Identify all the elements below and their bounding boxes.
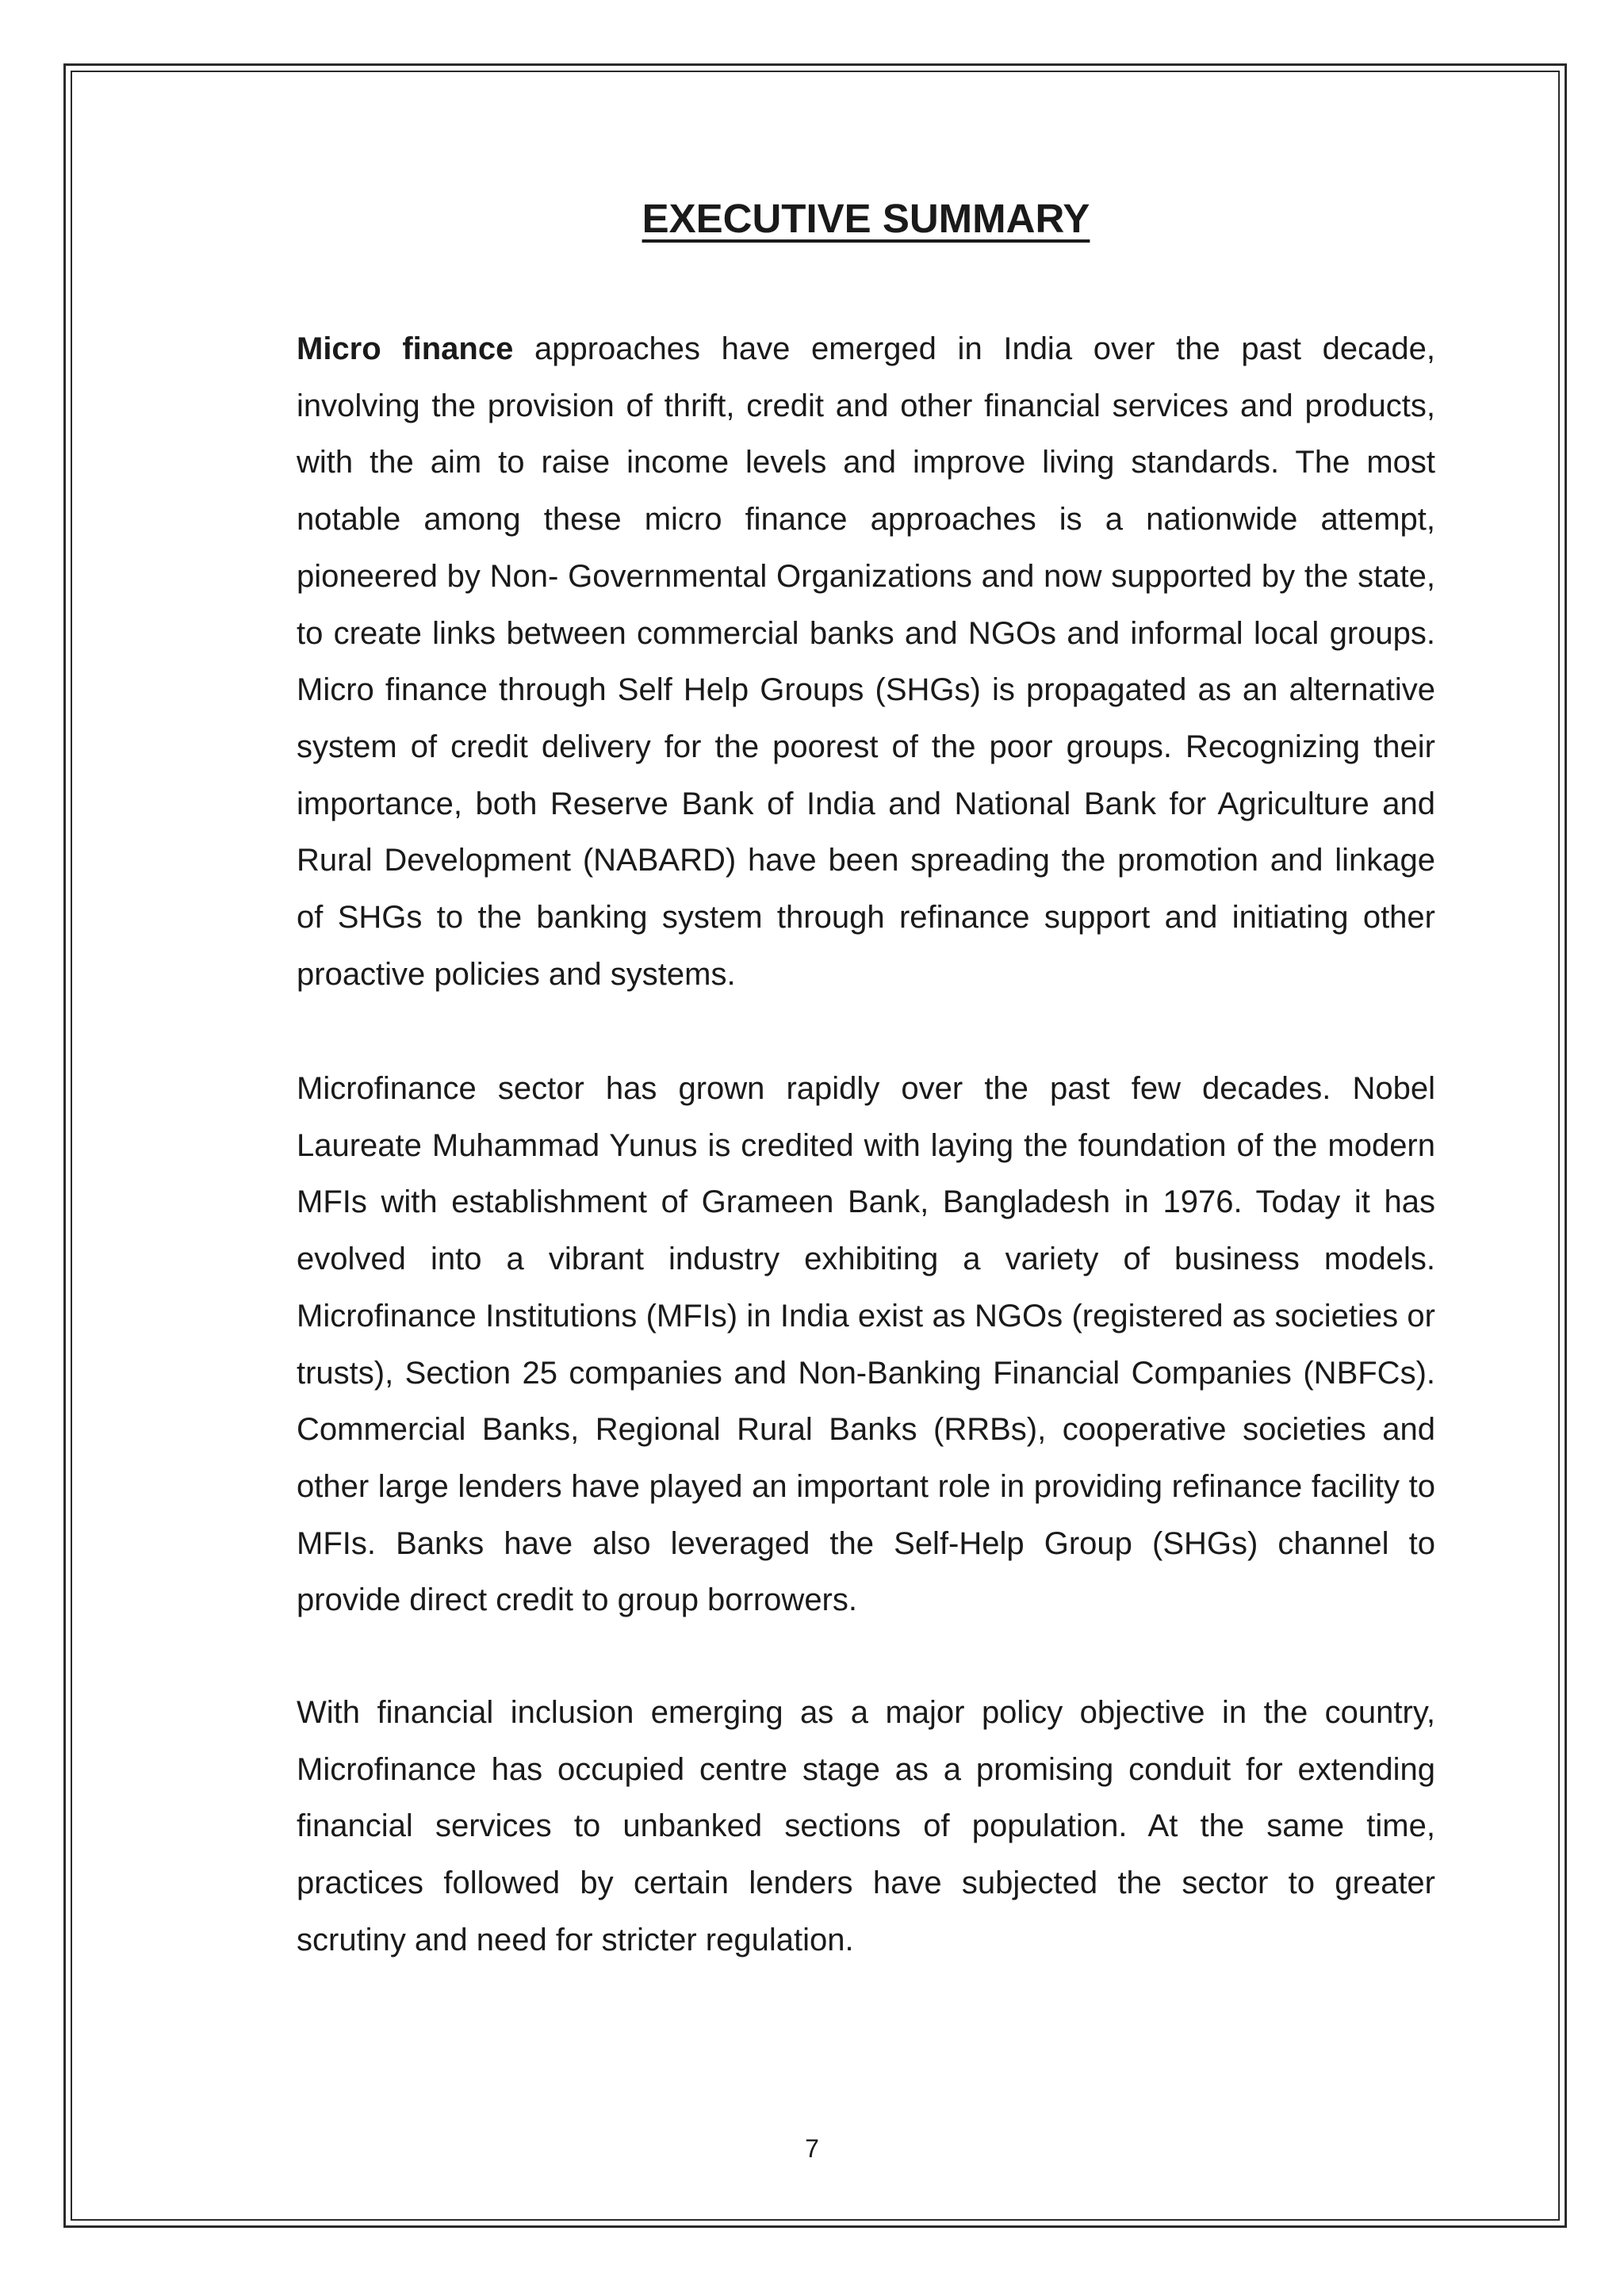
paragraph-3: With financial inclusion emerging as a major policy objective in the country, Microfinance has occupied centre stage as a promising conduit for extending financial services to unbanked sections of population. At the same time, practices followed by certain lenders have subjected the sector to greater scrutiny and need for stricter regulation. xyxy=(297,1695,1435,1957)
page-title: EXECUTIVE SUMMARY xyxy=(642,196,1090,241)
paragraph-1-text: approaches have emerged in India over the past decade, involving the provision of thrift, credit and other financial services and products, with the aim to raise income levels and improve living standards. The most notable among these micro finance approaches is a nationwide attempt, pioneered by Non- Governmental Organizations and now supported by the state, to create links between commercial banks and NGOs and informal local groups. Micro finance through Self Help Groups (SHGs) is propagated as an alternative system of credit delivery for the poorest of the poor groups. Recognizing their importance, both Reserve Bank of India and National Bank for Agriculture and Rural Development (NABARD) have been spreading the promotion and linkage of SHGs to the banking system through refinance support and initiating other proactive policies and systems. xyxy=(297,331,1435,992)
page-number: 7 xyxy=(805,2134,819,2163)
paragraph-1-lead: Micro finance xyxy=(297,331,514,366)
paragraph-2: Microfinance sector has grown rapidly over the past few decades. Nobel Laureate Muhammad Yunus is credited with laying the foundation of the modern MFIs with establishment of Grameen Bank, Bangladesh in 1976. Today it has evolved into a vibrant industry exhibiting a variety of business models. Microfinance Institutions (MFIs) in India exist as NGOs (registered as societies or trusts), Section 25 companies and Non-Banking Financial Companies (NBFCs). Commercial Banks, Regional Rural Banks (RRBs), cooperative societies and other large lenders have played an important role in providing refinance facility to MFIs. Banks have also leveraged the Self-Help Group (SHGs) channel to provide direct credit to group borrowers. xyxy=(297,1071,1435,1618)
paragraph-1 xyxy=(297,321,1435,1003)
